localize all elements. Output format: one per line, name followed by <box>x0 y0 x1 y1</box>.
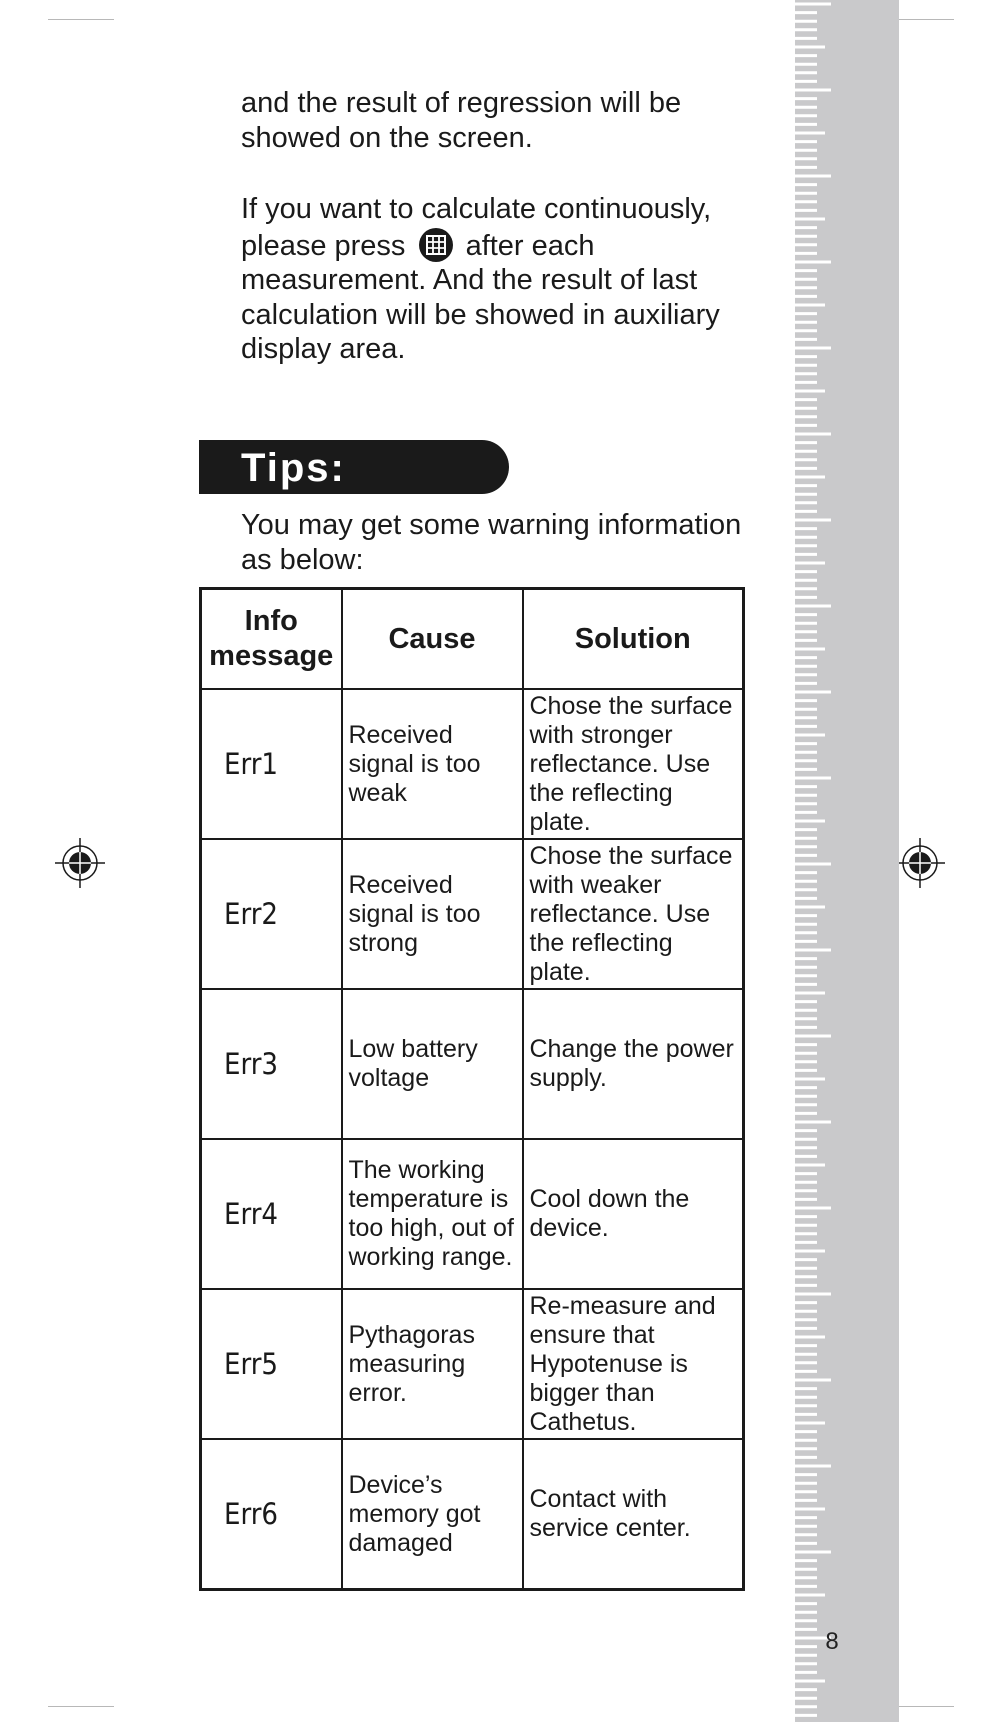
error-cause: Received signal is too strong <box>342 839 523 989</box>
error-solution: Re-measure and ensure that Hypotenuse is bigger than Cathetus. <box>523 1289 744 1439</box>
grid-button-icon <box>418 227 454 263</box>
error-cause: Device’s memory got damaged <box>342 1439 523 1590</box>
table-row <box>201 989 744 1139</box>
error-solution: Chose the surface with stronger reflectance. Use the reflecting plate. <box>523 689 744 839</box>
header-cause: Cause <box>342 589 523 690</box>
error-message-table <box>199 587 745 1591</box>
error-code: Err6 <box>201 1439 342 1590</box>
table-row <box>201 1439 744 1590</box>
registration-crosshair-icon <box>55 838 105 888</box>
error-cause: Low battery voltage <box>342 989 523 1139</box>
error-solution: Change the power supply. <box>523 989 744 1139</box>
continuous-text-after: after each measurement. And the result of last calculation will be showed in auxiliary display area. <box>241 229 720 365</box>
continuous-text-before: If you want to calculate continuously, please press <box>241 193 712 262</box>
table-row <box>201 839 744 989</box>
error-solution: Cool down the device. <box>523 1139 744 1289</box>
tips-banner <box>199 440 509 494</box>
continuous-calculation-paragraph <box>241 192 761 367</box>
error-code: Err4 <box>201 1139 342 1289</box>
header-info-message: Info message <box>201 589 342 690</box>
registration-crosshair-icon <box>895 838 945 888</box>
table-header-row <box>201 589 744 690</box>
error-cause: The working temperature is too high, out of working range. <box>342 1139 523 1289</box>
header-solution: Solution <box>523 589 744 690</box>
error-code: Err5 <box>201 1289 342 1439</box>
error-solution: Contact with service center. <box>523 1439 744 1590</box>
error-cause: Pythagoras measuring error. <box>342 1289 523 1439</box>
page-number: 8 <box>825 1628 839 1655</box>
table-row <box>201 1289 744 1439</box>
tips-title: Tips: <box>241 446 346 490</box>
error-solution: Chose the surface with weaker reflectance. Use the reflecting plate. <box>523 839 744 989</box>
error-code: Err3 <box>201 989 342 1139</box>
ruler-strip <box>795 0 899 1722</box>
regression-paragraph: and the result of regression will be showed on the screen. <box>241 87 682 154</box>
table-row <box>201 1139 744 1289</box>
crop-mark-top-left <box>48 19 114 20</box>
error-code: Err2 <box>201 839 342 989</box>
crop-mark-bottom-left <box>48 1706 114 1707</box>
error-code: Err1 <box>201 689 342 839</box>
tips-intro: You may get some warning information as below: <box>241 509 742 576</box>
ruler-ticks <box>795 0 899 1722</box>
error-cause: Received signal is too weak <box>342 689 523 839</box>
table-row <box>201 689 744 839</box>
